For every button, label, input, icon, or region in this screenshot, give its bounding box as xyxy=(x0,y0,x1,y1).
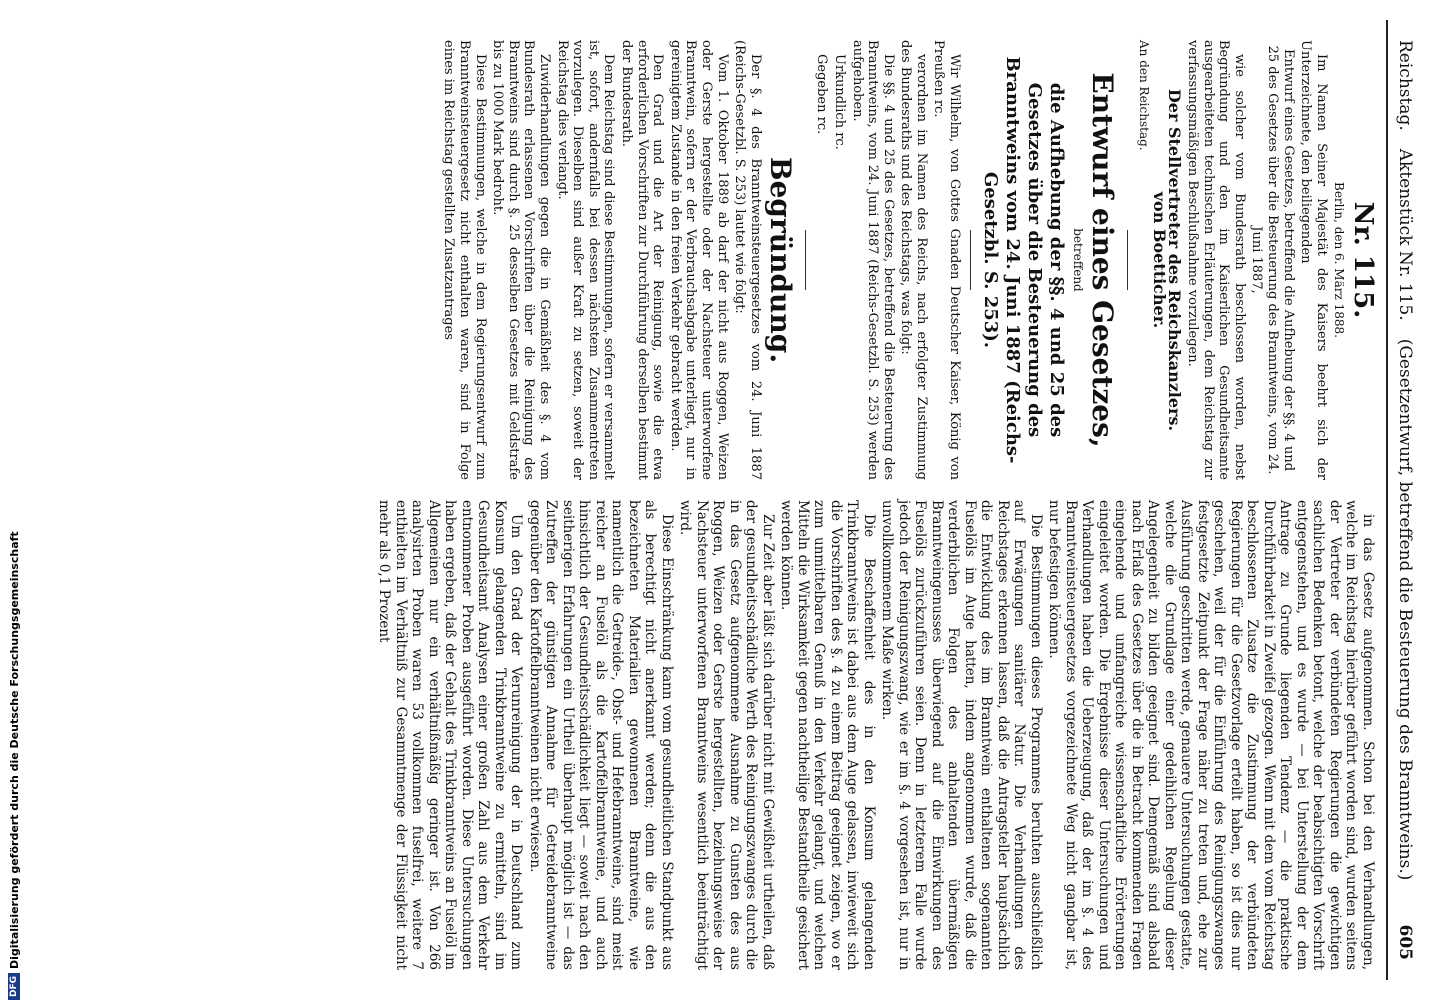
separator xyxy=(970,230,971,290)
begruendung-1: Der §. 4 des Branntweinsteuergesetzes vom 24. Juni 1887 (Reichs-Gesetzbl. S. 253) lautet wie folgt: xyxy=(732,40,763,480)
verordnen-clause: verordnen im Namen des Reichs, nach erfolgter Zustimmung des Bundesraths und des Reichstags, was folgt: xyxy=(898,40,929,480)
text-c1: in das Gesetz aufgenommen. Schon bei den Verhandlungen, welche im Reichstag hierüber geführt worden sind, wurden seitens der Vertreter der verbündeten Regierungen die gewichtigen sachlichen Bedenken betont, welche der beabsichtigten Vorschrift entgegenstehen, und es wurde — bei Unterstellung der dem Antrage zu Grunde liegenden Tendenz — die praktische Durchführbarkeit in Zweifel gezogen. Wenn mit dem vom Reichstag beschlossenen Zusatze die Zustimmung der verbündeten Regierungen für die Gesetzvorlage erteilt haben, so ist dies nur geschehen, weil der für die Einführung des Reinigungszwanges festgesetzte Zeitpunkt der Frage näher zu treten und, ehe zur Ausführung geschritten werde, genauere Untersuchungen gestatte, welche die Grundlage einer gedeihlichen Regelung dieser Angelegenheit zu bilden geeignet sind. Demgemäß sind alsbald nach Erlaß des Gesetzes über die in Betracht kommenden Fragen eingehende und umfangreiche wissenschaftliche Erörterungen eingeleitet worden. Die Ergebnisse dieser Untersuchungen und Verhandlungen haben die Ueberzeugung, daß der im §. 4 des Branntweinsteuergesetzes vorgezeichnete Weg nicht gangbar ist, nur befestigen können. xyxy=(1046,500,1376,970)
begruendung-5: Zuwiderhandlungen gegen die in Gemäßheit des §. 4 vom Bundesrath erlassenen Vorschriften über die Reinigung des Branntweins sind durch §. 25 desselben Gesetzes mit Geldstrafe bis zu 1000 Mark bedroht. xyxy=(490,40,553,480)
text-c5: Diese Einschränkung kann vom gesundheitlichen Standpunkt aus als berechtigt nicht anerkannt werden; denn die aus den bezeichneten Materialien gewonnenen Branntweine, wie namentlich die Getreide-, Obst- und Hefebranntweine, sind meist reicher an Fuselöl als die Kartoffelbranntweine, und auch hinsichtlich der Gesundheitsschädlichkeit liegt — soweit nach den seitherigen Erfahrungen ein Urtheil überhaupt möglich ist — das Zutreffen der günstigen Annahme für Getreidebranntweine gegenüber den Kartoffelbranntweinen nicht erwiesen. xyxy=(527,500,675,970)
begruendung-4: Dem Reichstag sind diese Bestimmungen, sofern er versammelt ist, sofort, andernfalls bei dessen nächstem Zusammentreten vorzulegen. Dieselben sind außer Kraft zu setzen, soweit der Reichstag dies verlangt. xyxy=(554,40,617,480)
header-left: Reichstag. xyxy=(1395,40,1415,131)
dateline: Berlin, den 6. März 1888. xyxy=(1332,182,1347,338)
addressee: An den Reichstag. xyxy=(1137,40,1152,151)
separator xyxy=(1127,230,1128,290)
text-c6: Um den Grad der Verunreinigung der in Deutschland zum Konsum gelangenden Trinkbranntweine zu ermitteln, sind im Gesundheitsamt Analysen einer großen Zahl aus dem Verkehr entnommener Proben ausgeführt worden. Diese Untersuchungen haben ergeben, daß der Gehalt des Trinkbranntweins an Fuselöl im Allgemeinen nur ein verhältnißmäßig geringer ist. Von 266 analysirten Proben waren 53 vollkommen fuselfrei, weitere 7 enthielten im Verhältniß zur Gesammtmenge der Flüssigkeit nicht mehr als 0,1 Prozent xyxy=(376,500,525,970)
betreffend: betreffend xyxy=(1070,228,1085,292)
text-c4: Zur Zeit aber läßt sich darüber nicht mit Gewißheit urtheilen, daß der gesundheitsschädliche Werth des Reinigungszwanges durch die in das Gesetz aufgenommene Ausnahme zu Gunsten des aus Roggen, Weizen oder Gerste hergestellten, beziehungsweise der Nachsteuer unterworfenen Branntweins wesentlich beeinträchtigt wird. xyxy=(677,500,776,970)
text-c2: Die Bestimmungen dieses Programmes beruhten ausschließlich auf Erwägungen sanitärer Natur. Die Verhandlungen des Reichstages erkennen lassen, daß die Antragsteller hauptsächlich die Entwicklung des im Branntwein enthaltenen sogenannten Fuselöls im Auge hatten, indem angenommen wurde, daß die verderblichen Folgen des anhaltenden übermäßigen Branntweingenusses überwiegend auf die Einwirkungen des Fuselöls zurückzuführen seien. Denn in letzterem Falle wurde jedoch der Reinigungszwang, wie er im §. 4 vorgesehen ist, nur in unvollkommenem Maße wirken. xyxy=(879,500,1044,970)
law-title: die Aufhebung der §§. 4 und 25 des Gesetzes über die Besteuerung des Branntweins vom 24. Juni 1887 (Reichs-Gesetzbl. S. 253). xyxy=(980,56,1068,464)
begruendung-3: Den Grad und die Art der Reinigung, sowie die etwa erforderlichen Vorschriften zur Durchführung derselben bestimmt der Bundesrath. xyxy=(619,40,666,480)
signature-title: Der Stellvertreter des Reichskanzlers. xyxy=(1165,88,1185,432)
text-c3: Die Beschaffenheit des in den Konsum gelangenden Trinkbranntweins ist dabei aus dem Auge gelassen, inwieweit sich die Vorschriften des §. 4 zu einem Beitrag geeignet zeigen, wo er zum unmittelbaren Genuß in den Verkehr gelangt, und welchen Mitteln die Wirksamkeit gegen nachtheilige Bestandtheile gesichert werden können. xyxy=(778,500,877,970)
signature-name: von Boetticher. xyxy=(1149,191,1169,329)
begruendung-6: Diese Bestimmungen, welche in dem Regierungsentwurf zum Branntweinsteuergesetz nicht enthalten waren, sind in Folge eines im Reichstag gestellten Zusatzantrages xyxy=(441,40,488,480)
intro-2: Entwurf eines Gesetzes, betreffend die Aufhebung der §§. 4 und 25 des Gesetzes über die Besteuerung des Branntweins, vom 24. Juni 1887, xyxy=(1249,45,1296,475)
wir-clause: Wir Wilhelm, von Gottes Gnaden Deutscher Kaiser, König von Preußen rc. xyxy=(931,40,963,480)
credit-text: Digitalisierung gefördert durch die Deutsche Forschungsgemeinschaft xyxy=(7,531,21,969)
law-paragraph: Die §§. 4 und 25 des Gesetzes, betreffend die Besteuerung des Branntweins, vom 24. Juni 1887 (Reichs-Gesetzbl. S. 253) werden aufgehoben. xyxy=(849,40,896,480)
separator xyxy=(805,230,806,290)
dfg-logo: DFG xyxy=(8,973,20,1000)
draft-title: Entwurf eines Gesetzes, xyxy=(1085,72,1119,448)
header-title: (Gesetzentwurf, betreffend die Besteuerung des Branntweins.) xyxy=(1395,338,1415,881)
begruendung-heading: Begründung. xyxy=(763,156,797,364)
document-number: Nr. 115. xyxy=(1348,201,1378,319)
intro-3: wie solcher vom Bundesrath beschlossen worden, nebst Begründung und den im Kaiserlichen Gesundheitsamte ausgearbeiteten technischen Erläuterungen, dem Reichstag zur verfassungsmäßigen Beschlußnahme vorzulegen. xyxy=(1185,40,1247,480)
header-rule xyxy=(1386,20,1388,980)
running-header xyxy=(1390,40,1420,960)
gegeben: Gegeben rc. xyxy=(814,54,830,135)
page-number: 605 xyxy=(1395,924,1415,960)
urkundlich: Urkundlich rc. xyxy=(831,54,847,150)
intro-1: Im Namen Seiner Majestät des Kaisers beehrt sich der Unterzeichnete, den beiliegenden xyxy=(1298,40,1329,480)
begruendung-2: Vom 1. Oktober 1889 ab darf der nicht aus Roggen, Weizen oder Gerste hergestellte oder der Nachsteuer unterworfene Branntwein, sofern er der Verbrauchsabgabe unterliegt, nur in gereinigtem Zustande in den freien Verkehr gebracht werden. xyxy=(667,40,730,480)
header-middle: Aktenstück Nr. 115. xyxy=(1395,148,1415,321)
right-column xyxy=(374,500,1376,970)
left-column xyxy=(439,40,1376,480)
